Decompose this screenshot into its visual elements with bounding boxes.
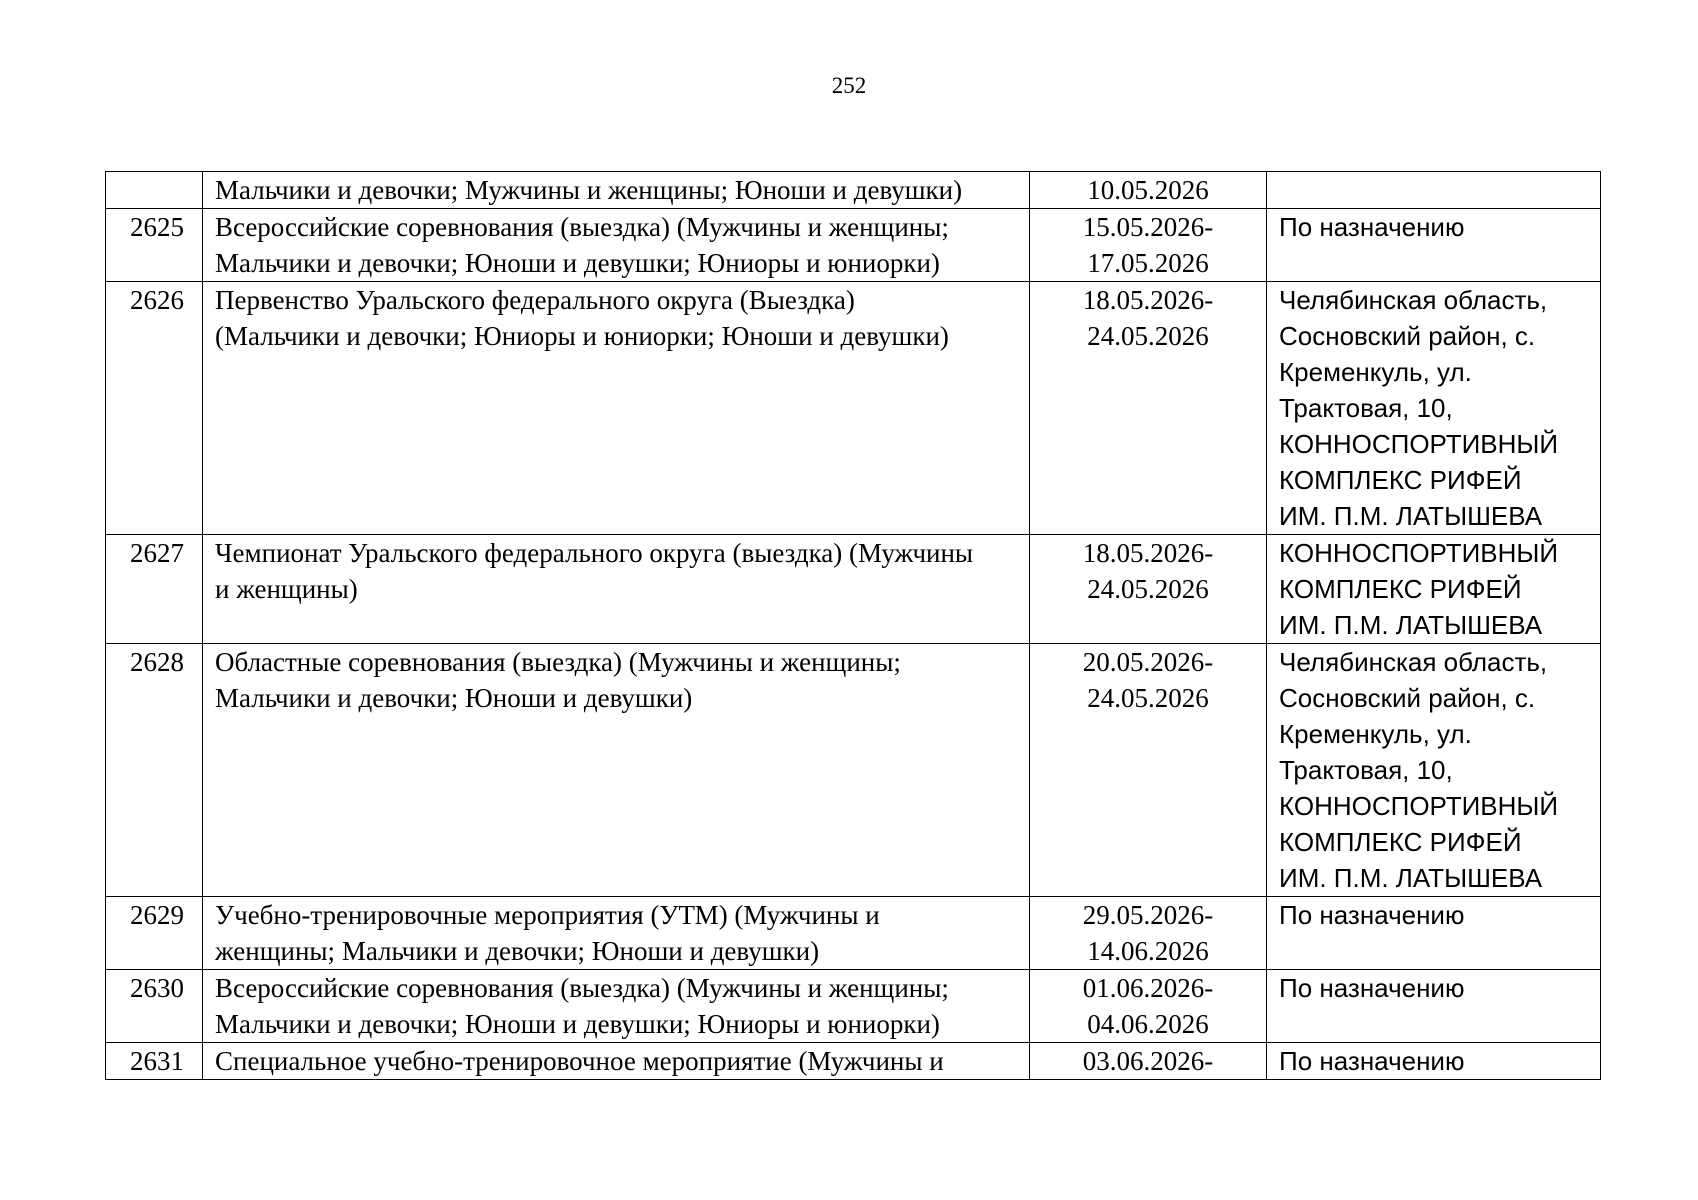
table-row xyxy=(106,282,1601,535)
event-name: Всероссийские соревнования (выездка) (Мужчины и женщины; Мальчики и девочки; Юноши и девушки; Юниоры и юниорки) xyxy=(203,209,1030,282)
table-row xyxy=(106,209,1601,282)
event-number: 2630 xyxy=(106,970,203,1043)
event-place: По назначению xyxy=(1267,970,1601,1043)
event-dates: 18.05.2026- 24.05.2026 xyxy=(1030,282,1267,535)
event-place: КОННОСПОРТИВНЫЙ КОМПЛЕКС РИФЕЙ ИМ. П.М. ЛАТЫШЕВА xyxy=(1267,535,1601,644)
event-name: Всероссийские соревнования (выездка) (Мужчины и женщины; Мальчики и девочки; Юноши и девушки; Юниоры и юниорки) xyxy=(203,970,1030,1043)
event-place: По назначению xyxy=(1267,897,1601,970)
event-name: Учебно-тренировочные мероприятия (УТМ) (Мужчины и женщины; Мальчики и девочки; Юноши и девушки) xyxy=(203,897,1030,970)
event-dates: 03.06.2026- xyxy=(1030,1043,1267,1080)
event-name: Специальное учебно-тренировочное мероприятие (Мужчины и xyxy=(203,1043,1030,1080)
event-number: 2629 xyxy=(106,897,203,970)
table-row xyxy=(106,644,1601,897)
page-number: 252 xyxy=(831,73,867,98)
event-dates: 10.05.2026 xyxy=(1030,172,1267,209)
event-number: 2626 xyxy=(106,282,203,535)
event-place: Челябинская область, Сосновский район, с. Кременкуль, ул. Трактовая, 10, КОННОСПОРТИВНЫЙ КОМПЛЕКС РИФЕЙ ИМ. П.М. ЛАТЫШЕВА xyxy=(1267,282,1601,535)
event-number: 2631 xyxy=(106,1043,203,1080)
event-place xyxy=(1267,172,1601,209)
event-dates: 15.05.2026- 17.05.2026 xyxy=(1030,209,1267,282)
event-dates: 29.05.2026- 14.06.2026 xyxy=(1030,897,1267,970)
event-place: По назначению xyxy=(1267,1043,1601,1080)
event-name: Первенство Уральского федерального округа (Выездка) (Мальчики и девочки; Юниоры и юниорки; Юноши и девушки) xyxy=(203,282,1030,535)
event-dates: 18.05.2026- 24.05.2026 xyxy=(1030,535,1267,644)
table-row xyxy=(106,970,1601,1043)
events-table xyxy=(105,171,1601,1080)
event-name: Мальчики и девочки; Мужчины и женщины; Юноши и девушки) xyxy=(203,172,1030,209)
table-row xyxy=(106,172,1601,209)
table-row xyxy=(106,535,1601,644)
event-dates: 20.05.2026- 24.05.2026 xyxy=(1030,644,1267,897)
event-dates: 01.06.2026- 04.06.2026 xyxy=(1030,970,1267,1043)
event-place: По назначению xyxy=(1267,209,1601,282)
event-place: Челябинская область, Сосновский район, с. Кременкуль, ул. Трактовая, 10, КОННОСПОРТИВНЫЙ КОМПЛЕКС РИФЕЙ ИМ. П.М. ЛАТЫШЕВА xyxy=(1267,644,1601,897)
event-number: 2627 xyxy=(106,535,203,644)
event-number: 2625 xyxy=(106,209,203,282)
event-number xyxy=(106,172,203,209)
table-row xyxy=(106,1043,1601,1080)
table-row xyxy=(106,897,1601,970)
event-number: 2628 xyxy=(106,644,203,897)
event-name: Областные соревнования (выездка) (Мужчины и женщины; Мальчики и девочки; Юноши и девушки) xyxy=(203,644,1030,897)
event-name: Чемпионат Уральского федерального округа (выездка) (Мужчины и женщины) xyxy=(203,535,1030,644)
